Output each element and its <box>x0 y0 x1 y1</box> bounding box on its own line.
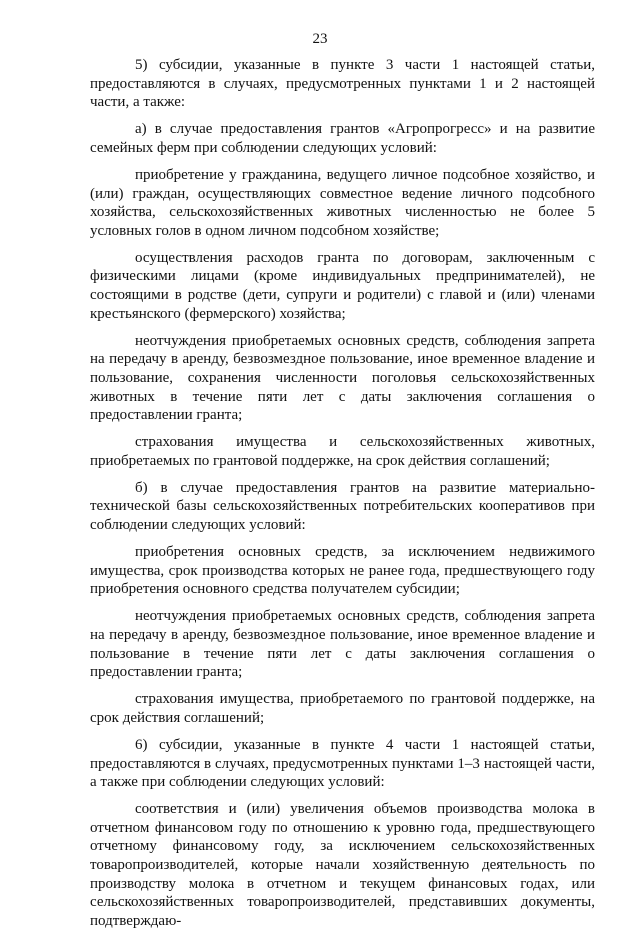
paragraph-condition: приобретение у гражданина, ведущего личное подсобное хозяйство, и (или) граждан, осуществляющих совместное ведение личного подсобного хозяйства, сельскохозяйственных животных численностью не более 5 условных голов в одном личном подсобном хозяйстве; <box>90 166 595 239</box>
paragraph-item-6: 6) субсидии, указанные в пункте 4 части 1 настоящей статьи, предоставляются в случаях, предусмотренных пунктами 1–3 настоящей части, а также при соблюдении следующих условий: <box>90 737 595 791</box>
page-number: 23 <box>312 31 328 47</box>
paragraph-condition: страхования имущества, приобретаемого по грантовой поддержке, на срок действия соглашений; <box>90 691 595 726</box>
paragraph-subitem-a: а) в случае предоставления грантов «Агропрогресс» и на развитие семейных ферм при соблюдении следующих условий: <box>90 121 595 156</box>
paragraph-condition: неотчуждения приобретаемых основных средств, соблюдения запрета на передачу в аренду, безвозмездное пользование, иное временное владение и пользование, сохранения численности поголовья сельскохозяйственных животных в течение пяти лет с даты заключения соглашения о предоставлении гранта; <box>90 332 595 424</box>
paragraph-condition: осуществления расходов гранта по договорам, заключенным с физическими лицами (кроме индивидуальных предпринимателей), не состоящими в родстве (дети, супруги и родители) с главой и (или) членами крестьянского (фермерского) хозяйства; <box>90 249 595 322</box>
paragraph-condition: страхования имущества и сельскохозяйственных животных, приобретаемых по грантовой поддержке, на срок действия соглашений; <box>90 434 595 469</box>
paragraph-condition: приобретения основных средств, за исключением недвижимого имущества, срок производства которых не ранее года, предшествующего году приобретения основного средства получателем субсидии; <box>90 544 595 598</box>
paragraph-condition: соответствия и (или) увеличения объемов производства молока в отчетном финансовом году по отношению к уровню года, предшествующего отчетному финансовому году, за исключением сельскохозяйственных товаропроизводителей, которые начали хозяйственную деятельность по производству молока в отчетном и текущем финансовых годах, или сельскохозяйственных товаропроизводителей, представивших документы, подтверждаю- <box>90 801 595 929</box>
paragraph-condition: неотчуждения приобретаемых основных средств, соблюдения запрета на передачу в аренду, безвозмездное пользование, иное временное владение и пользование в течение пяти лет с даты заключения соглашения о предоставлении гранта; <box>90 608 595 681</box>
document-body <box>90 56 595 939</box>
paragraph-subitem-b: б) в случае предоставления грантов на развитие материально-технической базы сельскохозяйственных потребительских кооперативов при соблюдении следующих условий: <box>90 479 595 534</box>
paragraph-item-5: 5) субсидии, указанные в пункте 3 части 1 настоящей статьи, предоставляются в случаях, предусмотренных пунктами 1 и 2 настоящей части, а также: <box>90 57 595 111</box>
